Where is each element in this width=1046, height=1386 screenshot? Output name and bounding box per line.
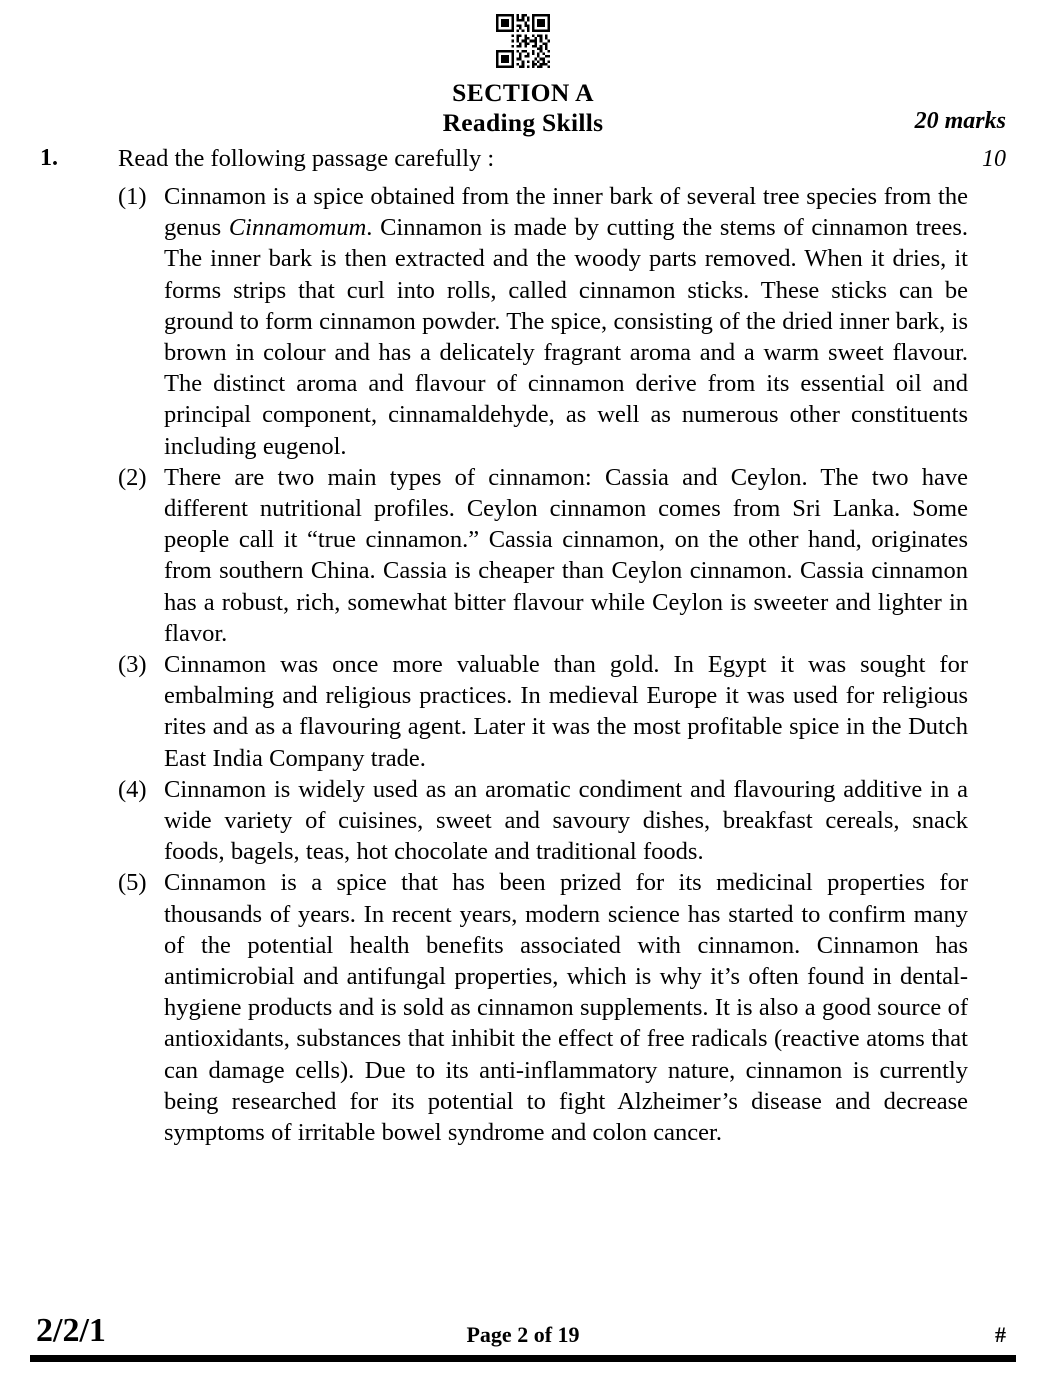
paper-code: 2/2/1 [36, 1312, 106, 1349]
section-total-marks: 20 marks [914, 108, 1006, 134]
paragraph-text-part: Cinnamon is a spice obtained from the inner bark of several tree species from the genus [164, 183, 968, 242]
paragraph-text: There are two main types of cinnamon: Cassia and Ceylon. The two have different nutritional profiles. Ceylon cinnamon comes from Sri Lanka. Some people call it “true cinnamon.” Cassia cinnamon, on the other hand, originates from southern China. Cassia is cheaper than Ceylon cinnamon. Cassia cinnamon has a robust, rich, somewhat bitter flavour while Ceylon is sweeter and lighter in flavor. [164, 463, 968, 647]
passage-paragraph [118, 181, 968, 462]
paragraph-text: Cinnamon was once more valuable than gold. In Egypt it was sought for embalming and religious practices. In medieval Europe it was used for religious rites and as a flavouring agent. Later it was the most profitable spice in the Dutch East India Company trade. [164, 651, 968, 772]
paragraph-text-part: . Cinnamon is made by cutting the stems of cinnamon trees. The inner bark is then extracted and the woody parts removed. When it dries, it forms strips that curl into rolls, called cinnamon sticks. These sticks can be ground to form cinnamon powder. The spice, consisting of the dried inner bark, is brown in colour and has a delicately fragrant aroma and a warm sweet flavour. The distinct aroma and flavour of cinnamon derive from its essential oil and principal component, cinnamaldehyde, as well as numerous other constituents including eugenol. [164, 214, 969, 460]
qr-code-container [0, 14, 1046, 73]
reading-passage [118, 181, 968, 1148]
qr-code-icon [496, 14, 550, 68]
paragraph-label: (1) [118, 183, 147, 210]
question-number: 1. [40, 145, 58, 171]
page-footer [0, 1312, 1046, 1360]
paragraph-label: (4) [118, 775, 147, 803]
passage-paragraph [118, 774, 968, 868]
question-stem: Read the following passage carefully : [118, 145, 495, 172]
paragraph-text: Cinnamon is widely used as an aromatic condiment and flavouring additive in a wide variety of cuisines, sweet and savoury dishes, breakfast cereals, snack foods, bagels, teas, hot chocolate and traditional foods. [164, 775, 968, 866]
section-subtitle: Reading Skills [442, 108, 604, 137]
paragraph-label: (3) [118, 651, 147, 679]
paragraph-text: Cinnamon is a spice that has been prized for its medicinal properties for thousands of years. In recent years, modern science has started to confirm many of the potential health benefits associated with cinnamon. Cinnamon has antimicrobial and antifungal properties, which is why it’s often found in dental-hygiene products and is sold as cinnamon supplements. It is also a good source of antioxidants, substances that inhibit the effect of free radicals (reactive atoms that can damage cells). Due to its anti-inflammatory nature, cinnamon is currently being researched for its potential to fight Alzheimer’s disease and decrease symptoms of irritable bowel syndrome and colon cancer. [164, 869, 968, 1147]
footer-divider [30, 1355, 1016, 1362]
paragraph-label: (2) [118, 463, 147, 491]
genus-name-italic: Cinnamomum [228, 214, 367, 242]
passage-paragraph [118, 649, 968, 774]
hash-mark: # [995, 1322, 1006, 1347]
passage-paragraph [118, 462, 968, 649]
paragraph-label: (5) [118, 869, 147, 897]
paragraph-text [164, 181, 968, 462]
page-number-label: Page 2 of 19 [466, 1322, 580, 1347]
section-title: SECTION A [452, 78, 594, 107]
passage-paragraph [118, 867, 968, 1148]
question-marks: 10 [982, 146, 1006, 172]
